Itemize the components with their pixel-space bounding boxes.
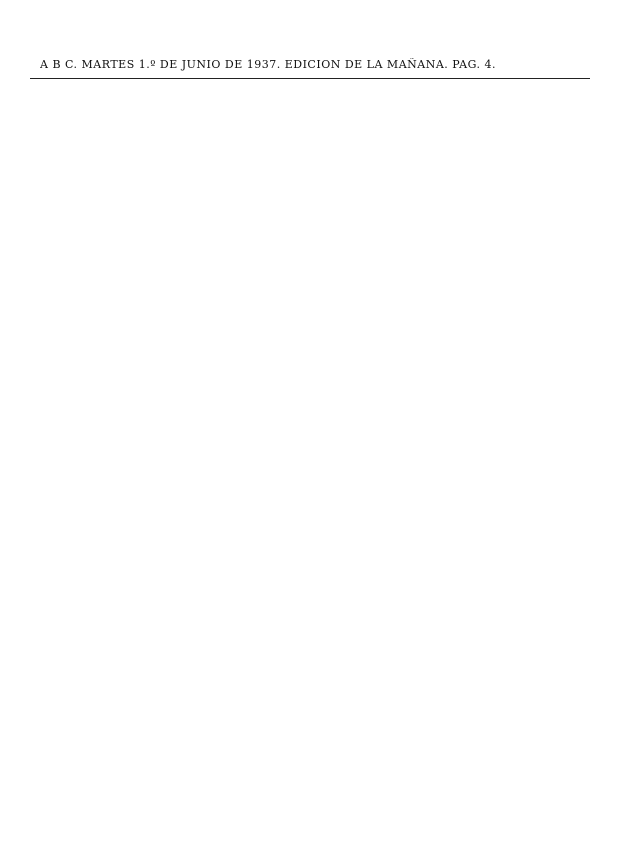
page-header: A B C. MARTES 1.º DE JUNIO DE 1937. EDICION DE LA MAÑANA. PAG. 4. — [40, 58, 496, 71]
column-3 — [410, 86, 590, 843]
column-1 — [34, 86, 214, 843]
header-rule — [30, 78, 590, 79]
column-2 — [222, 86, 402, 843]
